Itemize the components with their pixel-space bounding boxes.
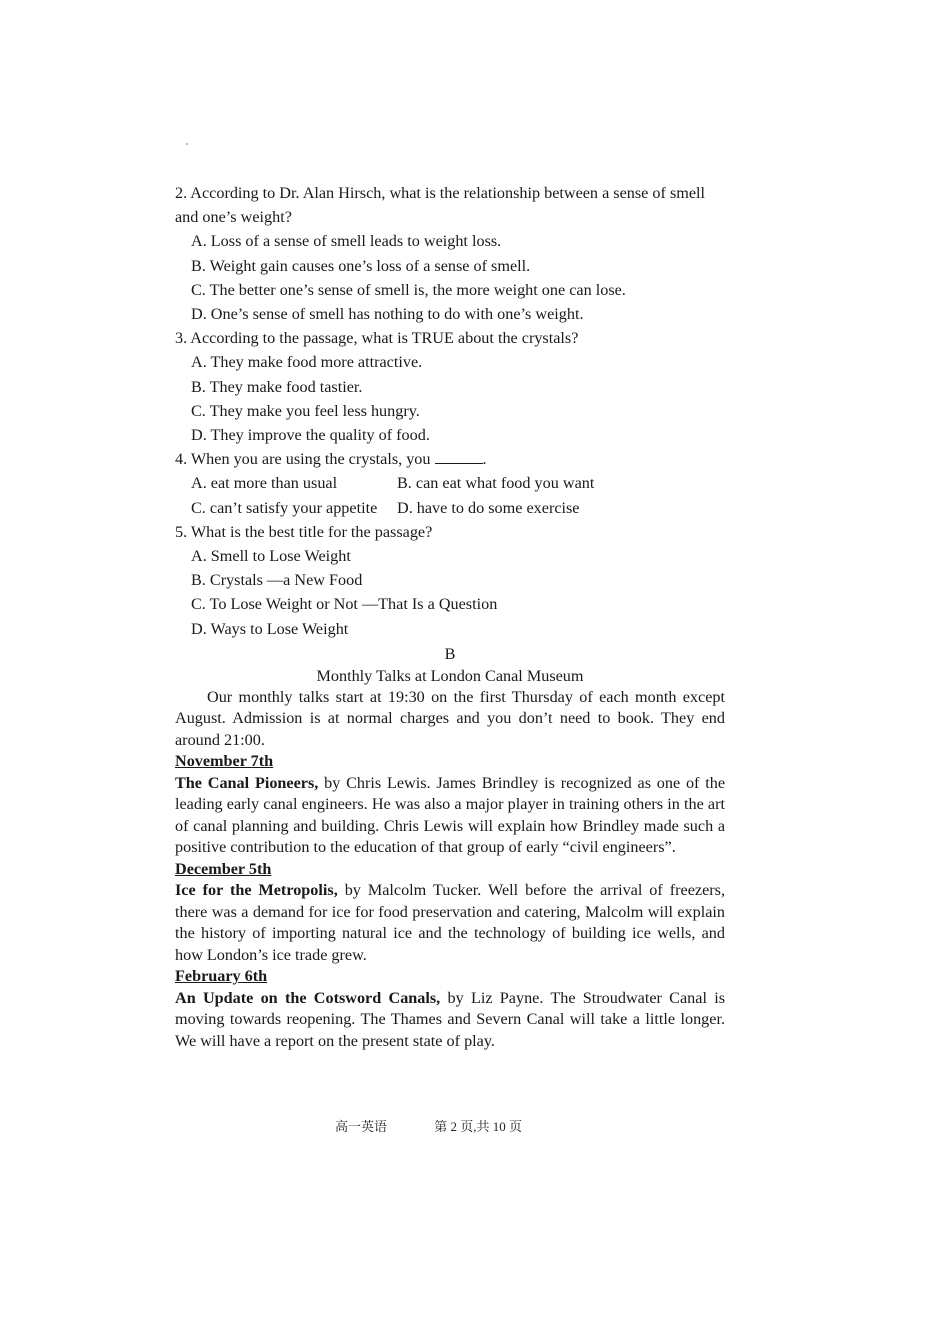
talk-entry [175,859,725,967]
option-b: B. can eat what food you want [397,474,595,493]
talk-title: An Update on the Cotsword Canals, [175,988,441,1007]
section-b [175,643,725,1053]
talk-description [175,880,725,966]
option-b: B. They make food tastier. [191,377,363,396]
talk-title: The Canal Pioneers, [175,773,319,792]
option-d: D. They improve the quality of food. [191,426,430,445]
talk-entry [175,751,725,859]
option-c: C. To Lose Weight or Not —That Is a Question [191,595,498,614]
question-2 [175,181,725,326]
question-stem: 3. According to the passage, what is TRUE about the crystals? [175,329,579,348]
option-a: A. Loss of a sense of smell leads to weight loss. [191,232,502,251]
talk-body: by Liz Payne. The Stroudwater Canal is moving towards reopening. The Thames and Severn Canal will take a little longer. We will have a report on the present state of play. [175,988,725,1050]
question-stem: 5. What is the best title for the passage? [175,522,433,541]
stem-end: . [482,450,487,469]
answer-blank [435,449,483,464]
question-stem-continued: and one’s weight? [175,208,292,227]
talk-body: by Malcolm Tucker. Well before the arrival of freezers, there was a demand for ice for food preservation and catering, Malcolm will explain the history of importing natural ice and the technology of building ice wells, and how London’s ice trade grew. [175,881,725,964]
page-footer [335,1116,522,1135]
talk-date: November 7th [175,752,274,771]
talk-description [175,773,725,859]
passage-title: Monthly Talks at London Canal Museum [316,666,584,685]
question-3 [175,326,725,447]
talk-title: Ice for the Metropolis, [175,881,338,900]
stem-text: 4. When you are using the crystals, you [175,450,431,469]
talk-date: February 6th [175,967,268,986]
option-c: C. The better one’s sense of smell is, the more weight one can lose. [191,280,626,299]
scan-speck [186,143,188,145]
question-5 [175,520,725,641]
option-b: B. Crystals —a New Food [191,571,363,590]
question-stem [175,447,725,471]
passage-intro: Our monthly talks start at 19:30 on the first Thursday of each month except August. Admission is at normal charges and you don’t need to book. They end around 21:00. [175,687,725,749]
option-b: B. Weight gain causes one’s loss of a sense of smell. [191,256,531,275]
talk-description [175,988,725,1053]
options-row-2 [175,496,725,520]
page-content [175,181,725,1052]
section-letter: B [444,644,456,663]
option-d: D. One’s sense of smell has nothing to do with one’s weight. [191,305,584,324]
talk-body: by Chris Lewis. James Brindley is recognized as one of the leading early canal engineers. He was also a major player in training others in the art of canal planning and building. Chris Lewis will explain how Brindley made such a positive contribution to the education of that group of early “civil engineers”. [175,773,725,857]
footer-subject: 高一英语 [335,1119,388,1134]
option-a: A. Smell to Lose Weight [191,547,351,566]
footer-page-number: 第 2 页,共 10 页 [434,1119,523,1134]
options-row-1 [175,471,725,495]
talk-date: December 5th [175,859,272,878]
option-c: C. can’t satisfy your appetite [191,498,378,517]
option-d: D. Ways to Lose Weight [191,619,349,638]
question-4 [175,447,725,520]
option-a: A. They make food more attractive. [191,353,423,372]
option-a: A. eat more than usual [191,474,338,493]
question-stem: 2. According to Dr. Alan Hirsch, what is the relationship between a sense of smell [175,184,706,202]
option-c: C. They make you feel less hungry. [191,401,420,420]
option-d: D. have to do some exercise [397,498,580,517]
talk-entry [175,966,725,1052]
